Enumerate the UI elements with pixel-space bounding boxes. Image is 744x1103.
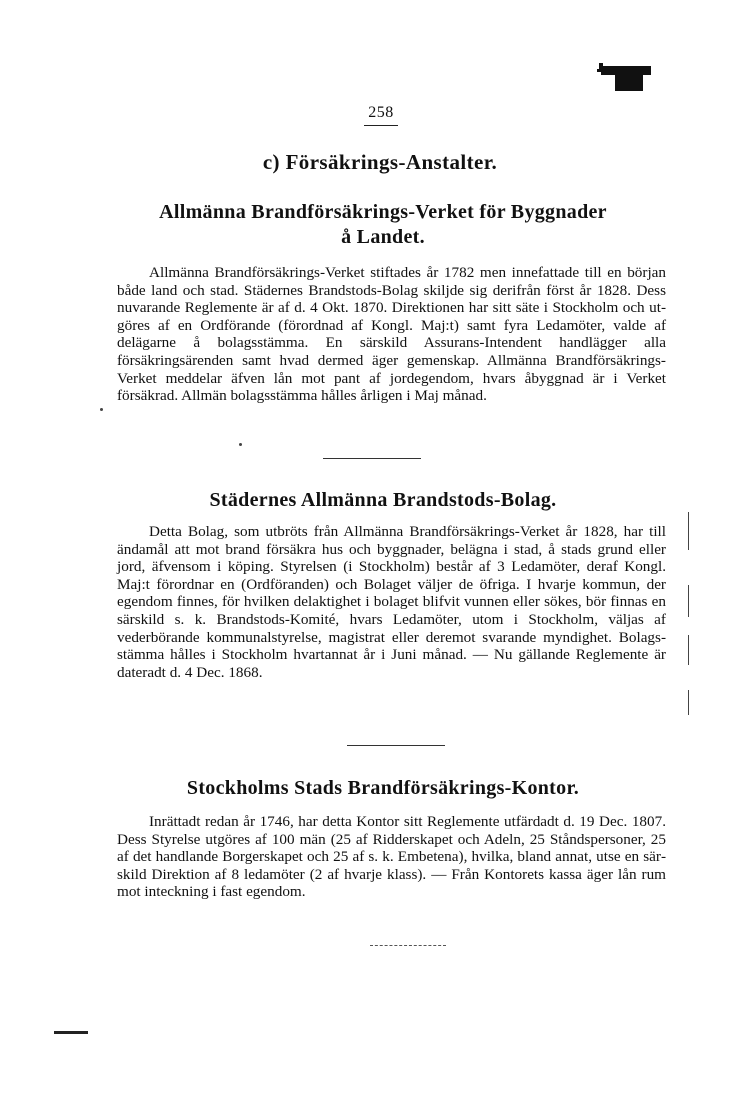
section-title-line-2: å Landet. [341,226,425,248]
section-paragraph-brandstods-bolag: Detta Bolag, som utbröts från Allmänna Brandförsäkrings-Verket år 1828, har till ändamål att mot brand försäkra hus och byggnader, belägna i stad, å stads grund eller jord, äfvensom i köping. Styrelsen (i Stockholm) består af 3 Ledamöter, deraf Kongl. Maj:t förordnar en (Ordföranden) och Bolaget väljer de öfriga. I hvarje kommun, der egendom finnes, för hvilken delaktighet i bolaget blifvit vunnen eller sökes, bör finnas en särskild s. k. Brandstods-Komité, hvars Ledamöter, utom i Stockholm, väljas af vederbörande kommunalstyrelse, magistrat eller deremot svarande myndighet. Bolagsstämma hålles i Stockholm hvartannat år i Juni månad. — Nu gällande Reglemente är dateradt d. 4 Dec. 1868. [117,523,666,681]
section-paragraph-brandforsakrings-kontor: Inrättadt redan år 1746, har detta Kontor sitt Reglemente utfärdadt d. 19 Dec. 1807. Dess Styrelse utgöres af 100 män (25 af Ridderskapet och Adeln, 25 Ståndspersoner, 25 af det handlande Borgerskapet och 25 af s. k. Embetena), hvilka, bland annat, utse en särskild Direktion af 8 ledamöter (2 af hvarje klass). — Från Kontorets kassa äger lån rum mot inteckning i fast egendom. [117,813,666,901]
ink-speck [239,443,242,446]
page-number-underline [364,125,398,126]
section-paragraph-brandforsakrings-verket: Allmänna Brandförsäkrings-Verket stiftades år 1782 men innefattade till en början både land och stad. Städernes Brandstods-Bolag skiljde sig derifrån först år 1828. Dess nuvarande Reglemente är af d. 4 Okt. 1870. Direktionen har sitt säte i Stockholm och utgöres af en Ordförande (förordnad af Kongl. Maj:t) samt fyra Ledamöter, valde af delägarne å bolagsstämma. En särskild Assurans-Intendent handlägger alla försäkringsärenden samt hvad dermed äger gemenskap. Allmänna Brandförsäkrings-Verket meddelar äfven lån mot pant af jordegendom, hvars åbyggnad är i Verket försäkrad. Allmän bolagsstämma hålles årligen i Maj månad. [117,264,666,405]
margin-line [688,635,689,665]
margin-line [688,585,689,617]
end-divider [370,945,446,946]
page-number: 258 [368,104,394,121]
section-divider [347,745,445,746]
section-heading: c) Försäkrings-Anstalter. [262,150,498,174]
section-title-brandforsakrings-kontor: Stockholms Stads Brandförsäkrings-Kontor. [186,777,580,799]
corner-ink-mark [597,57,651,91]
section-title-brandstods-bolag: Städernes Allmänna Brandstods-Bolag. [209,489,557,511]
margin-line [688,690,689,715]
section-title-line-1: Allmänna Brandförsäkrings-Verket för Byggnader [159,201,607,223]
ink-speck [100,408,103,411]
margin-ink-mark [54,1031,88,1034]
section-divider [323,458,421,459]
section-title-brandforsakrings-verket [100,200,666,250]
margin-line [688,512,689,550]
